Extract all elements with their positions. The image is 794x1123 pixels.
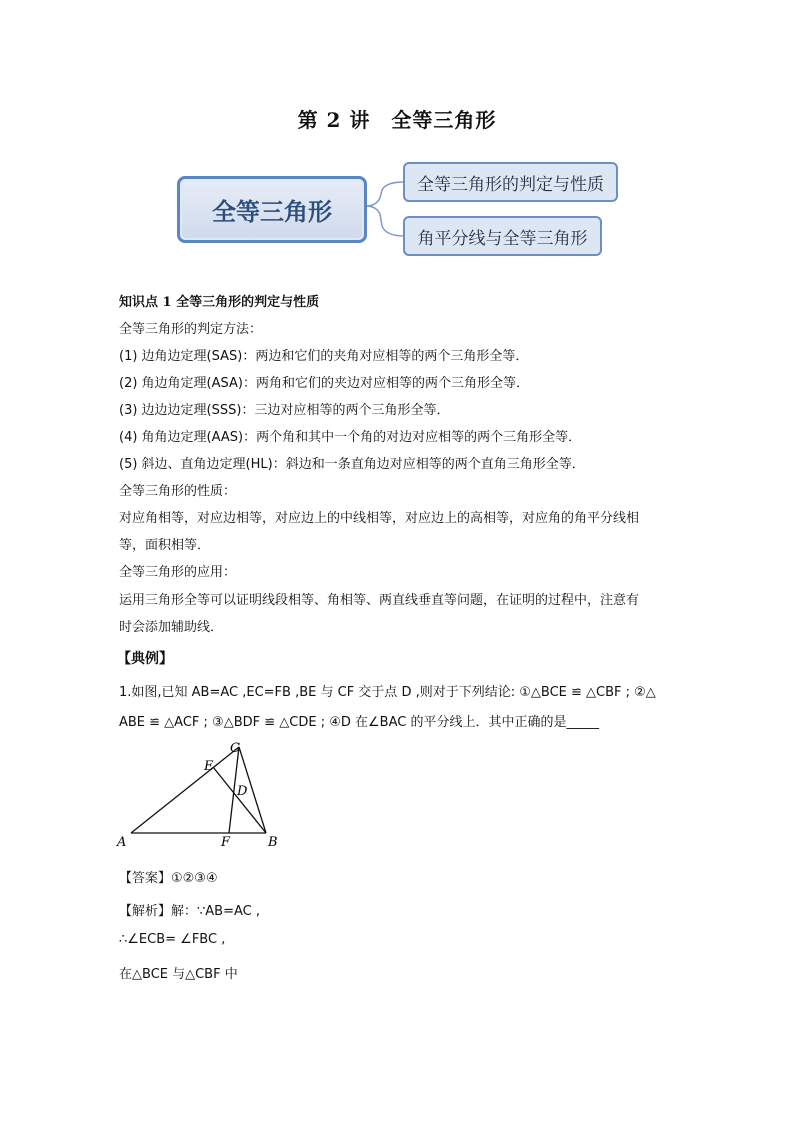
- mindmap-branch-judgement: 全等三角形的判定与性质: [403, 162, 618, 202]
- label-d: D: [237, 784, 248, 799]
- application-line-1: 运用三角形全等可以证明线段相等、角相等、两直线垂直等问题，在证明的过程中，注意有: [119, 593, 640, 608]
- method-sss: (3) 边边边定理(SSS)：三边对应相等的两个三角形全等．: [119, 403, 450, 418]
- methods-title: 全等三角形的判定方法：: [119, 322, 263, 337]
- analysis-step-2: 在△BCE 与△CBF 中: [119, 967, 238, 982]
- properties-title: 全等三角形的性质：: [119, 484, 237, 499]
- question-line-1: 1.如图,已知 AB=AC ,EC=FB ,BE 与 CF 交于点 D ,则对于下列结论: ①△BCE ≌ △CBF ; ②△: [119, 685, 656, 700]
- page-title: 第 2 讲 全等三角形: [297, 108, 497, 132]
- question-line-2: ABE ≌ △ACF ; ③△BDF ≌ △CDE ; ④D 在∠BAC 的平分线上．其中正确的是_____: [119, 715, 599, 730]
- segment-be: [213, 767, 266, 833]
- section-heading: 知识点 1 全等三角形的判定与性质: [119, 295, 320, 310]
- method-aas: (4) 角角边定理(AAS)：两个角和其中一个角的对边对应相等的两个三角形全等．: [119, 430, 582, 445]
- method-hl: (5) 斜边、直角边定理(HL)：斜边和一条直角边对应相等的两个直角三角形全等．: [119, 457, 585, 472]
- application-title: 全等三角形的应用：: [119, 565, 237, 580]
- method-asa: (2) 角边角定理(ASA)：两角和它们的夹边对应相等的两个三角形全等．: [119, 376, 529, 391]
- properties-line-2: 等，面积相等．: [119, 538, 211, 553]
- answer-line: 【答案】①②③④: [119, 871, 218, 886]
- label-c: C: [230, 741, 240, 756]
- mindmap-main-node: 全等三角形: [177, 176, 367, 243]
- method-sas: (1) 边角边定理(SAS)：两边和它们的夹角对应相等的两个三角形全等．: [119, 349, 529, 364]
- application-line-2: 时会添加辅助线．: [119, 620, 224, 635]
- mindmap-connector: [366, 170, 406, 240]
- segment-ac: [131, 747, 239, 833]
- example-heading: 【典例】: [117, 651, 173, 667]
- label-a: A: [117, 835, 127, 850]
- analysis-line: 【解析】解：∵AB=AC ,: [119, 904, 260, 919]
- label-f: F: [221, 835, 231, 850]
- triangle-figure: [114, 737, 294, 852]
- properties-line-1: 对应角相等，对应边相等，对应边上的中线相等，对应边上的高相等，对应角的角平分线相: [119, 511, 640, 526]
- label-b: B: [268, 835, 278, 850]
- mindmap-branch-angle-bisector: 角平分线与全等三角形: [403, 216, 602, 256]
- label-e: E: [204, 759, 214, 774]
- analysis-step-1: ∴∠ECB= ∠FBC ,: [119, 932, 226, 947]
